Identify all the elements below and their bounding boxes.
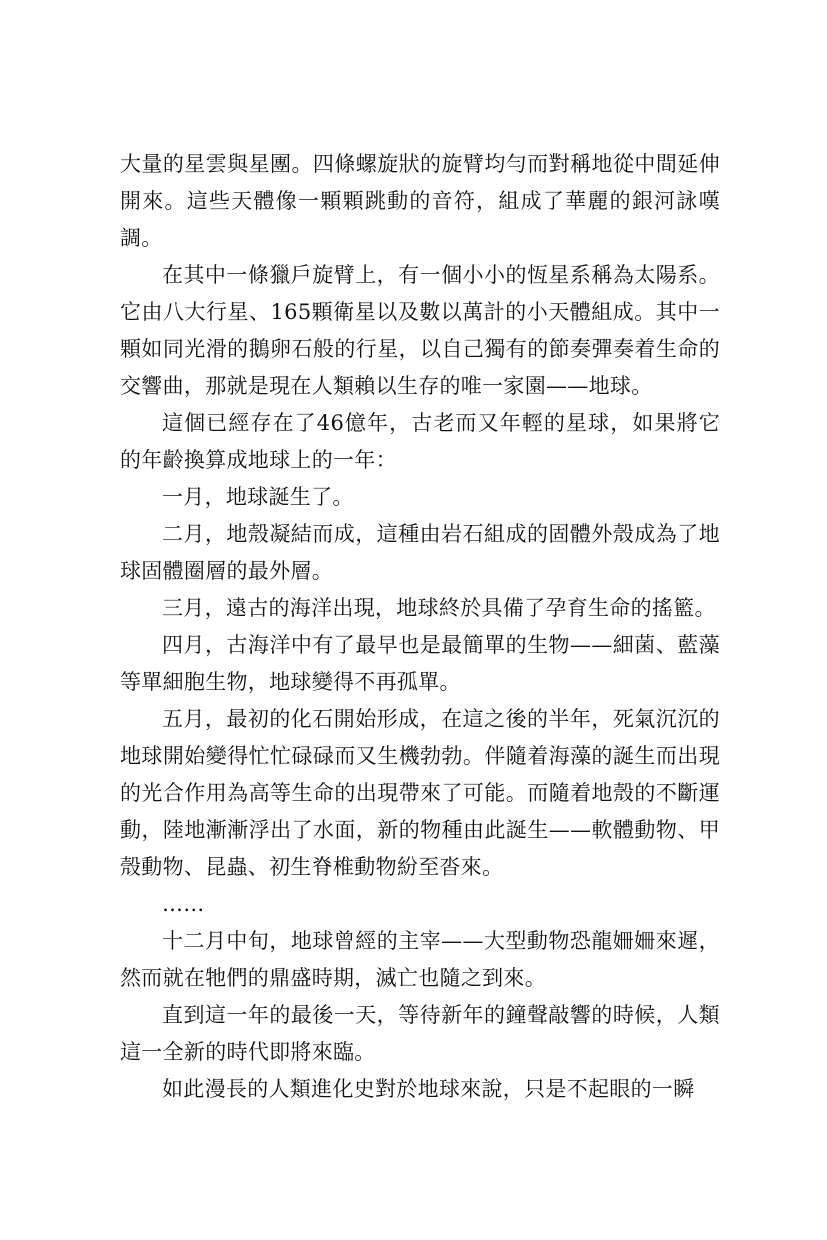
paragraph-11: 如此漫長的人類進化史對於地球來說，只是不起眼的一瞬: [162, 1077, 695, 1101]
paragraph-6: 三月，遠古的海洋出現，地球終於具備了孕育生命的搖籃。: [162, 596, 716, 620]
paragraph-7: 四月，古海洋中有了最早也是最簡單的生物——細菌、藍藻等單細胞生物，地球變得不再孤單。: [120, 633, 720, 694]
paragraph-3: 這個已經存在了46億年，古老而又年輕的星球，如果將它的年齡換算成地球上的一年：: [120, 411, 720, 472]
body-text: [120, 146, 720, 1108]
ellipsis-line: ……: [162, 892, 205, 916]
paragraph-4: 一月，地球誕生了。: [162, 485, 354, 509]
paragraph-8: 五月，最初的化石開始形成，在這之後的半年，死氣沉沉的地球開始變得忙忙碌碌而又生機勃勃。伴隨着海藻的誕生而出現的光合作用為高等生命的出現帶來了可能。而隨着地殼的不斷運動，陸地漸漸浮出了水面，新的物種由此誕生——軟體動物、甲殼動物、昆蟲、初生脊椎動物紛至沓來。: [120, 707, 720, 879]
paragraph-1: 大量的星雲與星團。四條螺旋狀的旋臂均勻而對稱地從中間延伸開來。這些天體像一顆顆跳動的音符，組成了華麗的銀河詠嘆調。: [120, 152, 720, 250]
paragraph-10: 直到這一年的最後一天，等待新年的鐘聲敲響的時候，人類這一全新的時代即將來臨。: [120, 1003, 720, 1064]
paragraph-2: 在其中一條獵戶旋臂上，有一個小小的恆星系稱為太陽系。它由八大行星、165顆衛星以及數以萬計的小天體組成。其中一顆如同光滑的鵝卵石般的行星，以自己獨有的節奏彈奏着生命的交響曲，那就是現在人類賴以生存的唯一家園——地球。: [120, 263, 720, 398]
paragraph-5: 二月，地殼凝結而成，這種由岩石組成的固體外殼成為了地球固體圈層的最外層。: [120, 522, 720, 583]
paragraph-9: 十二月中旬，地球曾經的主宰——大型動物恐龍姍姍來遲，然而就在牠們的鼎盛時期，滅亡也隨之到來。: [120, 929, 720, 990]
